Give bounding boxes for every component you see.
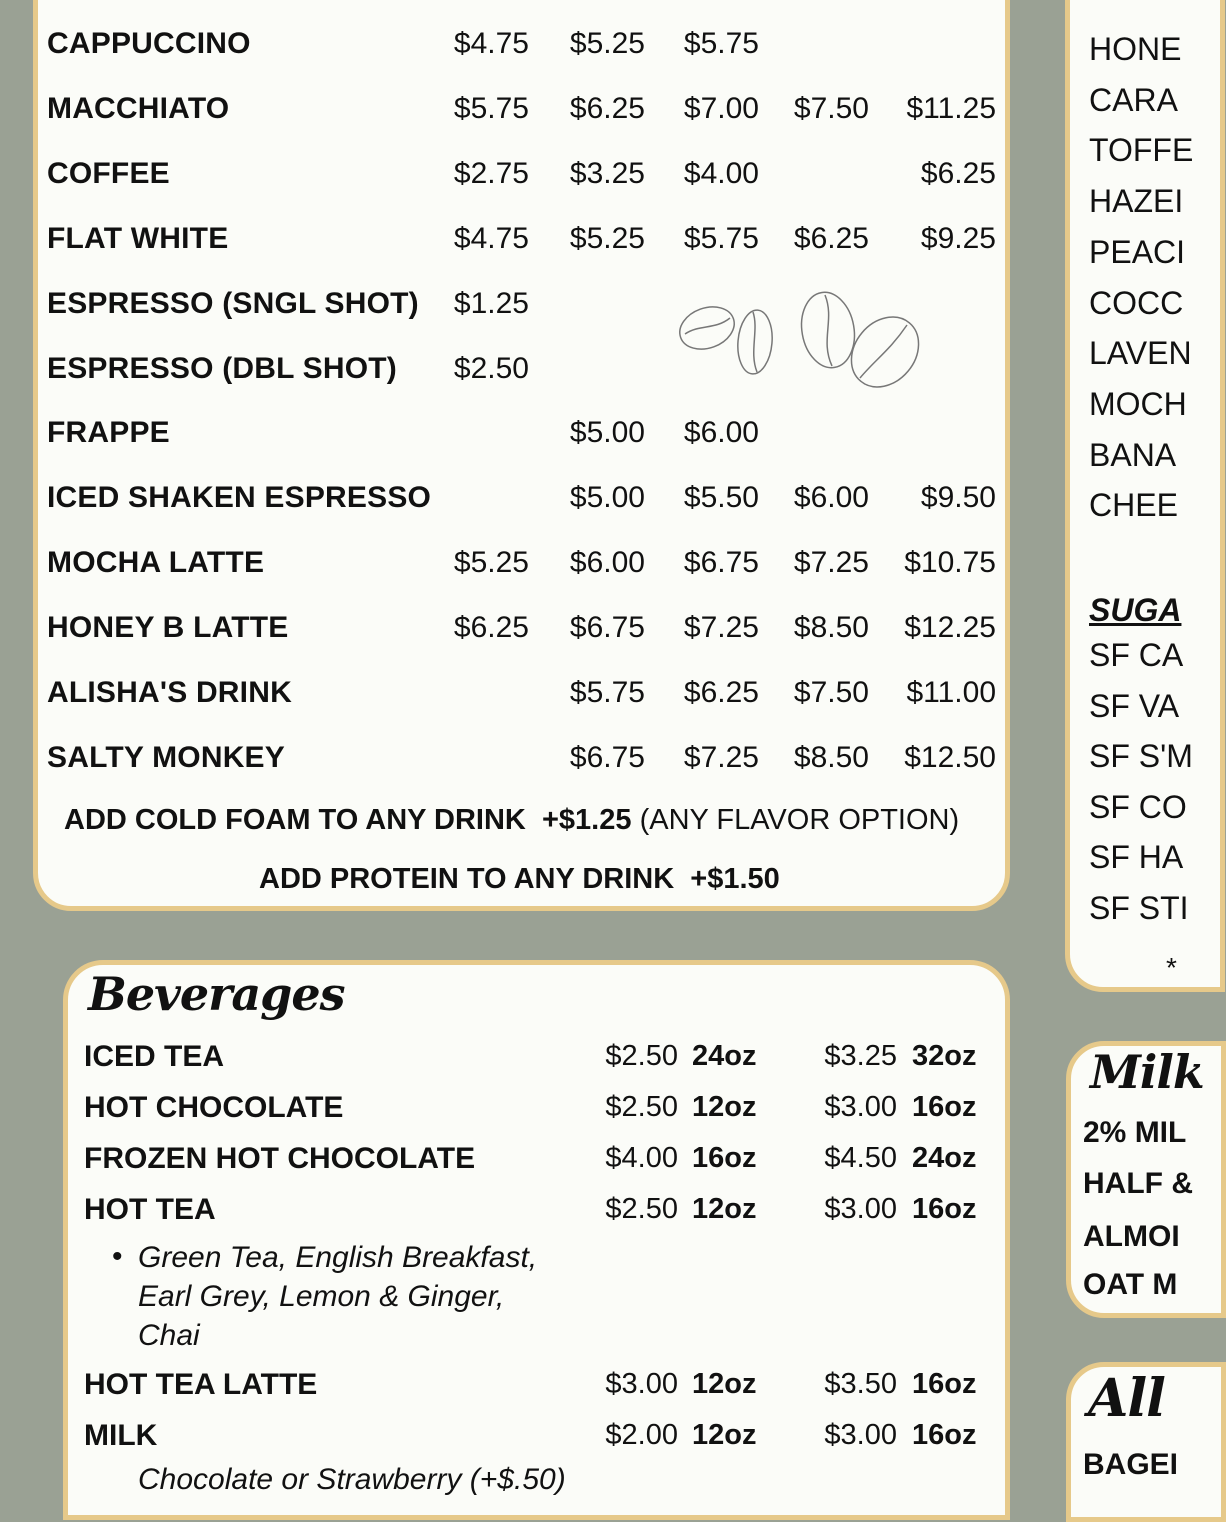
coffee-item-price: $5.25 bbox=[569, 222, 645, 255]
flavor-item: MOCH bbox=[1089, 385, 1187, 422]
coffee-item-price: $5.25 bbox=[569, 27, 645, 60]
coffee-item-price: $7.00 bbox=[683, 92, 759, 125]
beverage-item-name: MILK bbox=[84, 1419, 158, 1452]
beverage-size-small: 16oz bbox=[692, 1142, 757, 1174]
flavor-item: BANA bbox=[1089, 436, 1177, 473]
beverage-item-name: HOT CHOCOLATE bbox=[84, 1091, 344, 1124]
coffee-item-price: $5.50 bbox=[683, 481, 759, 514]
coffee-item-name: MACCHIATO bbox=[47, 92, 230, 125]
coffee-item-price: $8.50 bbox=[793, 611, 869, 644]
coffee-item-price: $9.50 bbox=[920, 481, 996, 514]
protein-price: +$1.50 bbox=[690, 863, 780, 895]
coffee-item-name: COFFEE bbox=[47, 157, 170, 190]
beverage-size-small: 12oz bbox=[692, 1368, 757, 1400]
sugar-free-item: SF CO bbox=[1089, 788, 1187, 825]
flavor-item: PEACI bbox=[1089, 233, 1186, 270]
milk-title: Milk bbox=[1090, 1045, 1204, 1099]
coffee-item-price: $5.25 bbox=[453, 546, 529, 579]
coffee-item-price: $4.75 bbox=[453, 27, 529, 60]
flavor-item: TOFFE bbox=[1089, 132, 1194, 169]
coffee-beans-illustration bbox=[675, 290, 925, 400]
coffee-item-price: $8.50 bbox=[793, 741, 869, 774]
coffee-item-price: $12.50 bbox=[904, 741, 996, 774]
coffee-item-price: $5.75 bbox=[683, 27, 759, 60]
beverage-size-large: 16oz bbox=[912, 1419, 977, 1451]
protein-label: ADD PROTEIN TO ANY DRINK bbox=[259, 863, 675, 895]
coffee-item-price: $6.75 bbox=[569, 741, 645, 774]
beverage-size-large: 32oz bbox=[912, 1040, 977, 1072]
beverage-price-large: $3.50 bbox=[824, 1368, 897, 1400]
all-item: BAGEI bbox=[1083, 1448, 1179, 1481]
beverage-size-small: 12oz bbox=[692, 1193, 757, 1225]
beverage-price-large: $4.50 bbox=[824, 1142, 897, 1174]
beverage-size-small: 12oz bbox=[692, 1419, 757, 1451]
beverage-size-large: 24oz bbox=[912, 1142, 977, 1174]
coffee-item-price: $6.00 bbox=[569, 546, 645, 579]
flavor-item: CHEE bbox=[1089, 487, 1178, 524]
coffee-item-name: CAPPUCCINO bbox=[47, 27, 251, 60]
beverage-size-small: 24oz bbox=[692, 1040, 757, 1072]
all-title: All bbox=[1088, 1368, 1165, 1429]
coffee-item-price: $2.50 bbox=[453, 352, 529, 385]
sugar-free-item: SF S'M bbox=[1089, 738, 1193, 774]
coffee-item-price: $11.25 bbox=[906, 92, 996, 125]
beverage-price-large: $3.25 bbox=[824, 1040, 897, 1072]
beverage-price-small: $3.00 bbox=[605, 1368, 678, 1400]
beverage-price-small: $2.50 bbox=[605, 1091, 678, 1123]
coffee-item-price: $12.25 bbox=[904, 611, 996, 644]
flavor-item: HAZEI bbox=[1089, 183, 1184, 220]
beverage-item-name: ICED TEA bbox=[84, 1040, 225, 1073]
coffee-item-price: $6.25 bbox=[569, 92, 645, 125]
beverage-price-small: $2.50 bbox=[605, 1193, 678, 1225]
beverage-item-name: HOT TEA LATTE bbox=[84, 1368, 318, 1401]
cold-foam-note bbox=[64, 804, 959, 837]
coffee-item-price: $5.00 bbox=[569, 416, 645, 449]
sugar-free-item: SF HA bbox=[1089, 839, 1184, 875]
coffee-item-name: FRAPPE bbox=[47, 416, 170, 449]
beverage-item-name: FROZEN HOT CHOCOLATE bbox=[84, 1142, 476, 1175]
coffee-item-price: $6.25 bbox=[793, 222, 869, 255]
beverage-size-large: 16oz bbox=[912, 1193, 977, 1225]
coffee-item-price: $6.00 bbox=[793, 481, 869, 514]
coffee-item-price: $3.25 bbox=[569, 157, 645, 190]
coffee-item-price: $4.00 bbox=[683, 157, 759, 190]
flavors-footnote: * bbox=[1166, 952, 1177, 983]
coffee-item-price: $6.00 bbox=[683, 416, 759, 449]
coffee-item-price: $6.25 bbox=[920, 157, 996, 190]
beverages-title: Beverages bbox=[88, 967, 345, 1021]
beverage-size-large: 16oz bbox=[912, 1368, 977, 1400]
sugar-free-item: SF VA bbox=[1089, 687, 1180, 724]
milk-item: 2% MIL bbox=[1083, 1116, 1187, 1149]
cold-foam-label: ADD COLD FOAM TO ANY DRINK bbox=[64, 804, 526, 836]
coffee-item-price: $7.50 bbox=[793, 676, 869, 709]
protein-note bbox=[259, 863, 780, 896]
coffee-item-price: $5.75 bbox=[569, 676, 645, 709]
coffee-item-name: ESPRESSO (SNGL SHOT) bbox=[47, 287, 419, 320]
milk-item: HALF & bbox=[1083, 1167, 1193, 1200]
sugar-free-item: SF STI bbox=[1089, 889, 1189, 926]
coffee-item-price: $11.00 bbox=[906, 676, 996, 709]
beverage-price-large: $3.00 bbox=[824, 1091, 897, 1123]
coffee-item-price: $4.75 bbox=[453, 222, 529, 255]
coffee-item-price: $6.75 bbox=[683, 546, 759, 579]
flavor-item: CARA bbox=[1089, 81, 1178, 118]
beverage-price-small: $2.50 bbox=[605, 1040, 678, 1072]
beverage-size-large: 16oz bbox=[912, 1091, 977, 1123]
coffee-item-name: HONEY B LATTE bbox=[47, 611, 289, 644]
coffee-item-price: $7.25 bbox=[683, 611, 759, 644]
coffee-item-name: ALISHA'S DRINK bbox=[47, 676, 292, 709]
cold-foam-price: +$1.25 bbox=[541, 804, 632, 836]
coffee-item-price: $7.25 bbox=[683, 741, 759, 774]
sugar-free-item: SF CA bbox=[1089, 637, 1184, 673]
coffee-item-price: $5.00 bbox=[569, 481, 645, 514]
beverage-price-small: $2.00 bbox=[605, 1419, 678, 1451]
flavor-item: HONE bbox=[1089, 31, 1182, 67]
milk-item: ALMOI bbox=[1083, 1220, 1180, 1253]
coffee-item-name: SALTY MONKEY bbox=[47, 741, 285, 774]
coffee-item-price: $5.75 bbox=[683, 222, 759, 255]
flavor-item: COCC bbox=[1089, 284, 1184, 321]
coffee-item-price: $6.25 bbox=[453, 611, 529, 644]
bullet-dot-icon: • bbox=[112, 1240, 123, 1273]
coffee-item-price: $10.75 bbox=[904, 546, 996, 579]
coffee-item-name: ICED SHAKEN ESPRESSO bbox=[47, 481, 432, 514]
coffee-item-price: $2.75 bbox=[453, 157, 529, 190]
coffee-item-price: $9.25 bbox=[920, 222, 996, 255]
coffee-item-price: $7.25 bbox=[793, 546, 869, 579]
beverage-item-name: HOT TEA bbox=[84, 1193, 216, 1226]
beverage-price-large: $3.00 bbox=[824, 1193, 897, 1225]
coffee-item-price: $1.25 bbox=[453, 287, 529, 320]
milk-item: OAT M bbox=[1083, 1268, 1178, 1301]
coffee-item-name: ESPRESSO (DBL SHOT) bbox=[47, 352, 397, 385]
milk-flavor-note: Chocolate or Strawberry (+$.50) bbox=[138, 1463, 566, 1496]
hot-tea-options: Green Tea, English Breakfast, Earl Grey, Lemon & Ginger, Chai bbox=[138, 1241, 538, 1352]
coffee-item-name: FLAT WHITE bbox=[47, 222, 229, 255]
coffee-item-name: MOCHA LATTE bbox=[47, 546, 265, 579]
beverage-price-large: $3.00 bbox=[824, 1419, 897, 1451]
sugar-free-heading: SUGA bbox=[1089, 592, 1182, 628]
coffee-item-price: $6.75 bbox=[569, 611, 645, 644]
coffee-item-price: $7.50 bbox=[793, 92, 869, 125]
beverage-price-small: $4.00 bbox=[605, 1142, 678, 1174]
beverage-size-small: 12oz bbox=[692, 1091, 757, 1123]
cold-foam-suffix: (ANY FLAVOR OPTION) bbox=[639, 804, 960, 836]
coffee-item-price: $5.75 bbox=[453, 92, 529, 125]
coffee-item-price: $6.25 bbox=[683, 676, 759, 709]
flavor-item: LAVEN bbox=[1089, 335, 1192, 372]
